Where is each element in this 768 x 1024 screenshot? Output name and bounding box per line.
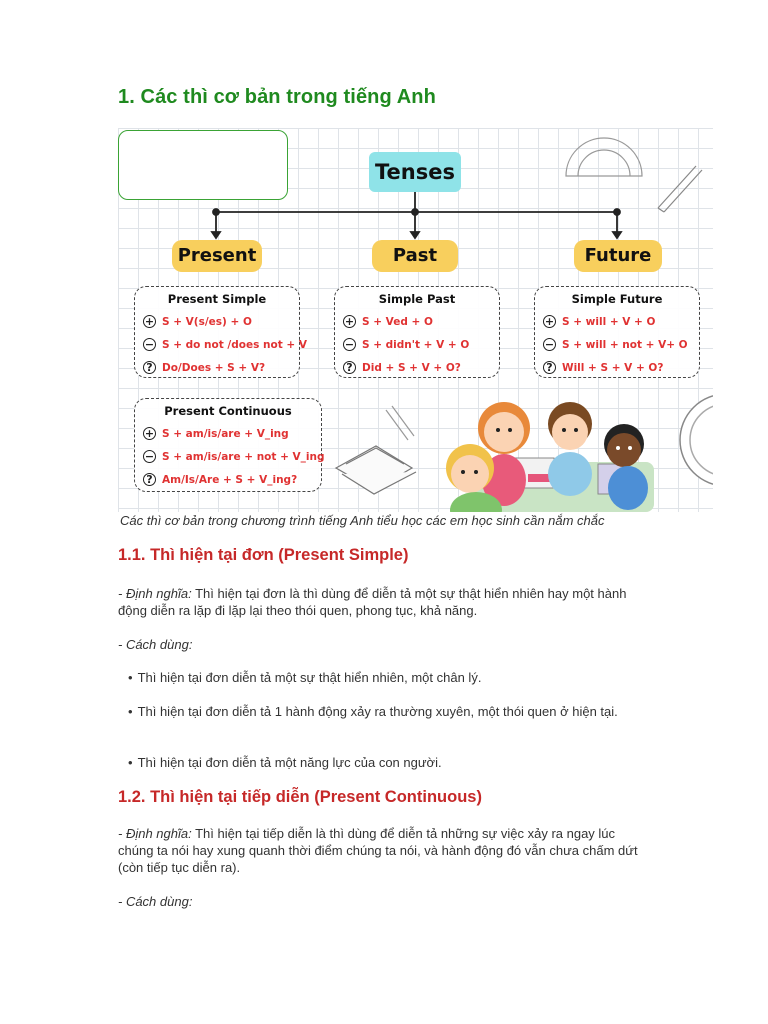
definition-paragraph: [118, 585, 648, 619]
formula-row: [135, 310, 299, 333]
formula-row: [135, 333, 307, 356]
figure-caption: Các thì cơ bản trong chương trình tiếng Anh tiểu học các em học sinh cần nắm chắc: [120, 513, 605, 528]
bullet-text: Thì hiện tại đơn diễn tả một sự thật hiển nhiên, một chân lý.: [137, 670, 482, 685]
list-item: [118, 703, 648, 720]
formula: S + didn't + V + O: [362, 338, 470, 351]
plus-circle-icon: +: [544, 315, 555, 328]
usage-label: [118, 893, 648, 910]
usage-label-text: - Cách dùng:: [118, 637, 193, 652]
bullet-text: Thì hiện tại đơn diễn tả 1 hành động xảy ra thường xuyên, một thói quen ở hiện tại.: [137, 704, 618, 719]
formula: S + V(s/es) + O: [162, 315, 252, 328]
formula-row: [535, 356, 699, 379]
branch-present: Present: [172, 240, 262, 272]
card-simple-past: [334, 286, 500, 378]
page-heading: 1. Các thì cơ bản trong tiếng Anh: [118, 86, 436, 108]
bullet-icon: •: [128, 755, 133, 770]
formula-row: [335, 310, 499, 333]
card-title: Present Simple: [167, 292, 267, 306]
pen-icon: [658, 166, 702, 212]
definition-paragraph: [118, 825, 648, 876]
usage-label-text: - Cách dùng:: [118, 894, 193, 909]
branch-future: Future: [574, 240, 662, 272]
card-title: Simple Future: [571, 292, 663, 306]
minus-circle-icon: −: [144, 450, 155, 463]
formula: S + am/is/are + V_ing: [162, 427, 289, 440]
bullet-text: Thì hiện tại đơn diễn tả một năng lực của con người.: [137, 755, 442, 770]
list-item: [118, 669, 648, 686]
usage-label: [118, 636, 648, 653]
empty-frame: [118, 130, 288, 200]
formula: Do/Does + S + V?: [162, 361, 266, 374]
formula: Am/Is/Are + S + V_ing?: [162, 473, 298, 486]
list-item: [118, 754, 648, 771]
section-title-present-simple: 1.1. Thì hiện tại đơn (Present Simple): [118, 546, 409, 564]
book-icon: [336, 446, 416, 494]
formula-row: [335, 333, 499, 356]
plus-circle-icon: +: [344, 315, 355, 328]
protractor-icon: [566, 138, 642, 176]
formula-row: [135, 356, 299, 379]
formula-row: [535, 310, 699, 333]
pencil-icon: [386, 406, 414, 440]
formula: S + will + not + V+ O: [562, 338, 688, 351]
minus-circle-icon: −: [144, 338, 155, 351]
card-title: Present Continuous: [164, 404, 292, 418]
question-circle-icon: ?: [343, 361, 356, 374]
formula-row: [135, 468, 321, 491]
tenses-root: Tenses: [369, 152, 461, 192]
formula: S + do not /does not + V: [162, 338, 307, 351]
formula: S + will + V + O: [562, 315, 656, 328]
formula: S + am/is/are + not + V_ing: [162, 450, 325, 463]
formula: Did + S + V + O?: [362, 361, 461, 374]
definition-text: Thì hiện tại đơn là thì dùng để diễn tả một sự thật hiển nhiên hay một hành động diễn ra lặp đi lặp lại theo thói quen, phong tục, khả năng.: [118, 586, 627, 618]
tenses-diagram: [118, 128, 713, 512]
bullet-icon: •: [128, 670, 133, 685]
definition-label: - Định nghĩa:: [118, 826, 192, 841]
section-title-present-continuous: 1.2. Thì hiện tại tiếp diễn (Present Continuous): [118, 788, 482, 806]
formula-row: [135, 422, 321, 445]
minus-circle-icon: −: [344, 338, 355, 351]
card-present-simple: [134, 286, 307, 378]
question-circle-icon: ?: [543, 361, 556, 374]
question-circle-icon: ?: [143, 361, 156, 374]
minus-circle-icon: −: [544, 338, 555, 351]
children-illustration: [446, 402, 654, 512]
card-present-continuous: [134, 398, 325, 492]
card-title: Simple Past: [378, 292, 456, 306]
formula-row: [335, 356, 499, 379]
bullet-icon: •: [128, 704, 133, 719]
definition-text: Thì hiện tại tiếp diễn là thì dùng để diễn tả những sự việc xảy ra ngay lúc chúng ta nói hay xung quanh thời điểm chúng ta nói, và hành động đó vẫn chưa chấm dứt (còn tiếp tục diễn ra).: [118, 826, 638, 875]
definition-label: - Định nghĩa:: [118, 586, 192, 601]
clock-icon: [680, 394, 713, 486]
formula: Will + S + V + O?: [562, 361, 664, 374]
formula-row: [135, 445, 325, 468]
card-simple-future: [534, 286, 700, 378]
formula: S + Ved + O: [362, 315, 433, 328]
formula-row: [535, 333, 699, 356]
question-circle-icon: ?: [143, 473, 156, 486]
branch-past: Past: [372, 240, 458, 272]
plus-circle-icon: +: [144, 427, 155, 440]
plus-circle-icon: +: [144, 315, 155, 328]
